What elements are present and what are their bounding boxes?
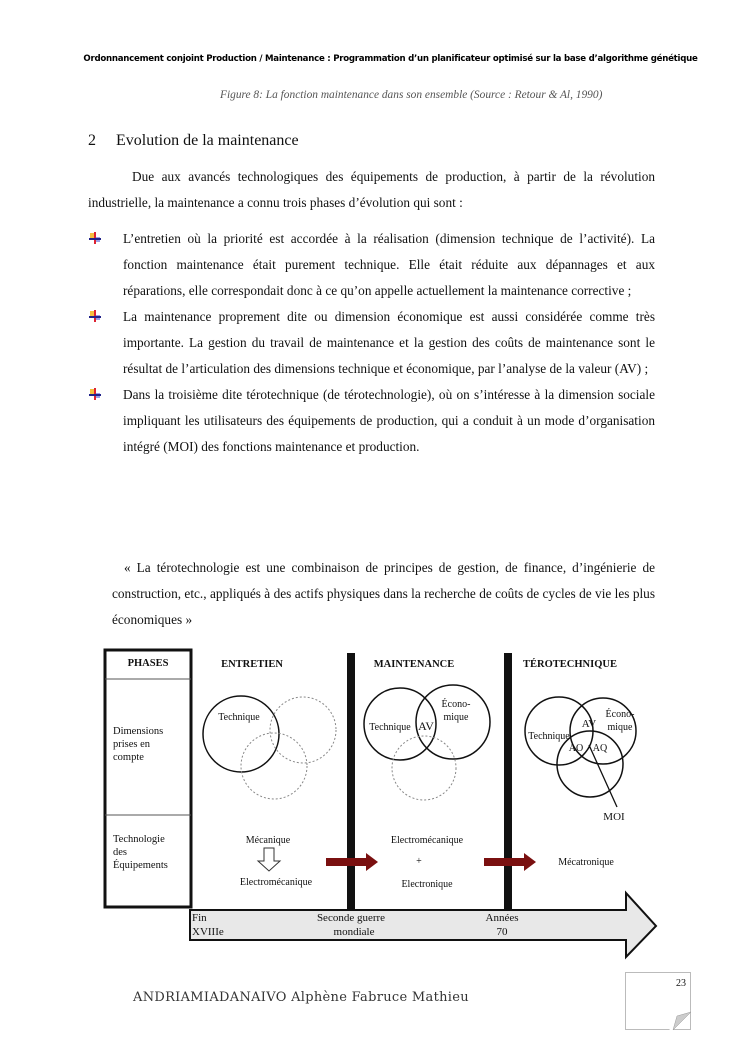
tech-label: Mécanique xyxy=(245,835,291,846)
row-label: Dimensions xyxy=(113,726,164,737)
tech-label: Electromécanique xyxy=(390,835,464,846)
timeline-label: XVIIIe xyxy=(192,926,224,938)
timeline-label: Années xyxy=(485,912,519,924)
tech-label: + xyxy=(416,856,422,867)
circle-label: Technique xyxy=(218,712,260,723)
phases-header: PHASES xyxy=(127,658,169,669)
timeline-label: mondiale xyxy=(333,926,375,938)
circle-label: AQ xyxy=(592,743,608,754)
timeline-label: 70 xyxy=(496,926,508,938)
circle-label: AV xyxy=(581,718,597,730)
quote-paragraph: « La térotechnologie est une combinaison de principes de gestion, de finance, d’ingénierie de construction, etc., appliqués à des actifs physiques dans la recherche de coûts de cycles de vie les plus économiques » xyxy=(112,560,655,627)
moi-label: MOI xyxy=(603,811,625,823)
tech-label: Electronique xyxy=(401,879,453,890)
section-number: 2 xyxy=(88,132,96,149)
tech-label: Electromécanique xyxy=(239,877,313,888)
row-label: Équipements xyxy=(113,860,168,871)
section-title: Evolution de la maintenance xyxy=(116,132,299,149)
intro-paragraph: Due aux avancés technologiques des équipements de production, à partir de la révolution industrielle, la maintenance a connu trois phases d’évolution qui sont : xyxy=(88,169,655,210)
down-arrow-icon xyxy=(258,848,280,871)
timeline-label: Seconde guerre xyxy=(316,912,386,924)
circle-label: mique xyxy=(443,712,469,723)
row-label: compte xyxy=(113,752,144,763)
phase-separator xyxy=(347,653,355,911)
circle-label: AV xyxy=(418,719,434,733)
list-item: La maintenance proprement dite ou dimension économique est aussi considérée comme très importante. La gestion du travail de maintenance et la gestion des coûts de maintenance sont le résultat de l’articulation des dimensions technique et économique, par l’analyse de la valeur (AV) ; xyxy=(88,304,655,382)
row-label: Technologie xyxy=(113,834,165,845)
phase-entretien: ENTRETIEN xyxy=(221,659,283,670)
running-header: Ordonnancement conjoint Production / Maintenance : Programmation d’un planificateur optimisé sur la base d’algorithme génétique xyxy=(83,54,698,64)
timeline-arrow xyxy=(190,893,656,957)
row-label: des xyxy=(113,847,127,858)
figure-caption: Figure 8: La fonction maintenance dans son ensemble (Source : Retour & Al, 1990) xyxy=(220,89,603,101)
page-curl-icon xyxy=(669,1010,691,1030)
venn-circle-dotted xyxy=(270,697,336,763)
venn-circle-dotted xyxy=(241,733,307,799)
page-number-box xyxy=(625,972,691,1030)
circle-label: mique xyxy=(607,722,633,733)
circle-label: Écono- xyxy=(441,699,471,710)
circle-label: Technique xyxy=(369,722,411,733)
footer-author: ANDRIAMIADANAIVO Alphène Fabruce Mathieu xyxy=(133,990,469,1005)
page-number: 23 xyxy=(676,978,686,989)
list-item: Dans la troisième dite térotechnique (de térotechnologie), où on s’intéresse à la dimension sociale impliquant les utilisateurs des équipements de production, qui a conduit à un mode d’organisation intégré (MOI) des fonctions maintenance et production. xyxy=(88,382,655,460)
phase-maintenance: MAINTENANCE xyxy=(373,659,455,670)
circle-label: Technique xyxy=(528,731,570,742)
timeline-label: Fin xyxy=(192,912,207,924)
circle-label: AO xyxy=(568,743,584,754)
circle-label: Écono- xyxy=(605,709,635,720)
tech-label: Mécatronique xyxy=(558,857,614,868)
row-label: prises en xyxy=(113,739,151,750)
phase-terotechnique: TÉROTECHNIQUE xyxy=(523,659,617,670)
moi-pointer xyxy=(589,745,617,807)
list-item: L’entretien où la priorité est accordée à la réalisation (dimension technique de l’activité). La fonction maintenance était purement technique. Elle était réduite aux dépannages et aux réparations, elle correspondait donc à ce qu’on appelle actuellement la maintenance corrective ; xyxy=(88,226,655,304)
phase-separator xyxy=(504,653,512,911)
